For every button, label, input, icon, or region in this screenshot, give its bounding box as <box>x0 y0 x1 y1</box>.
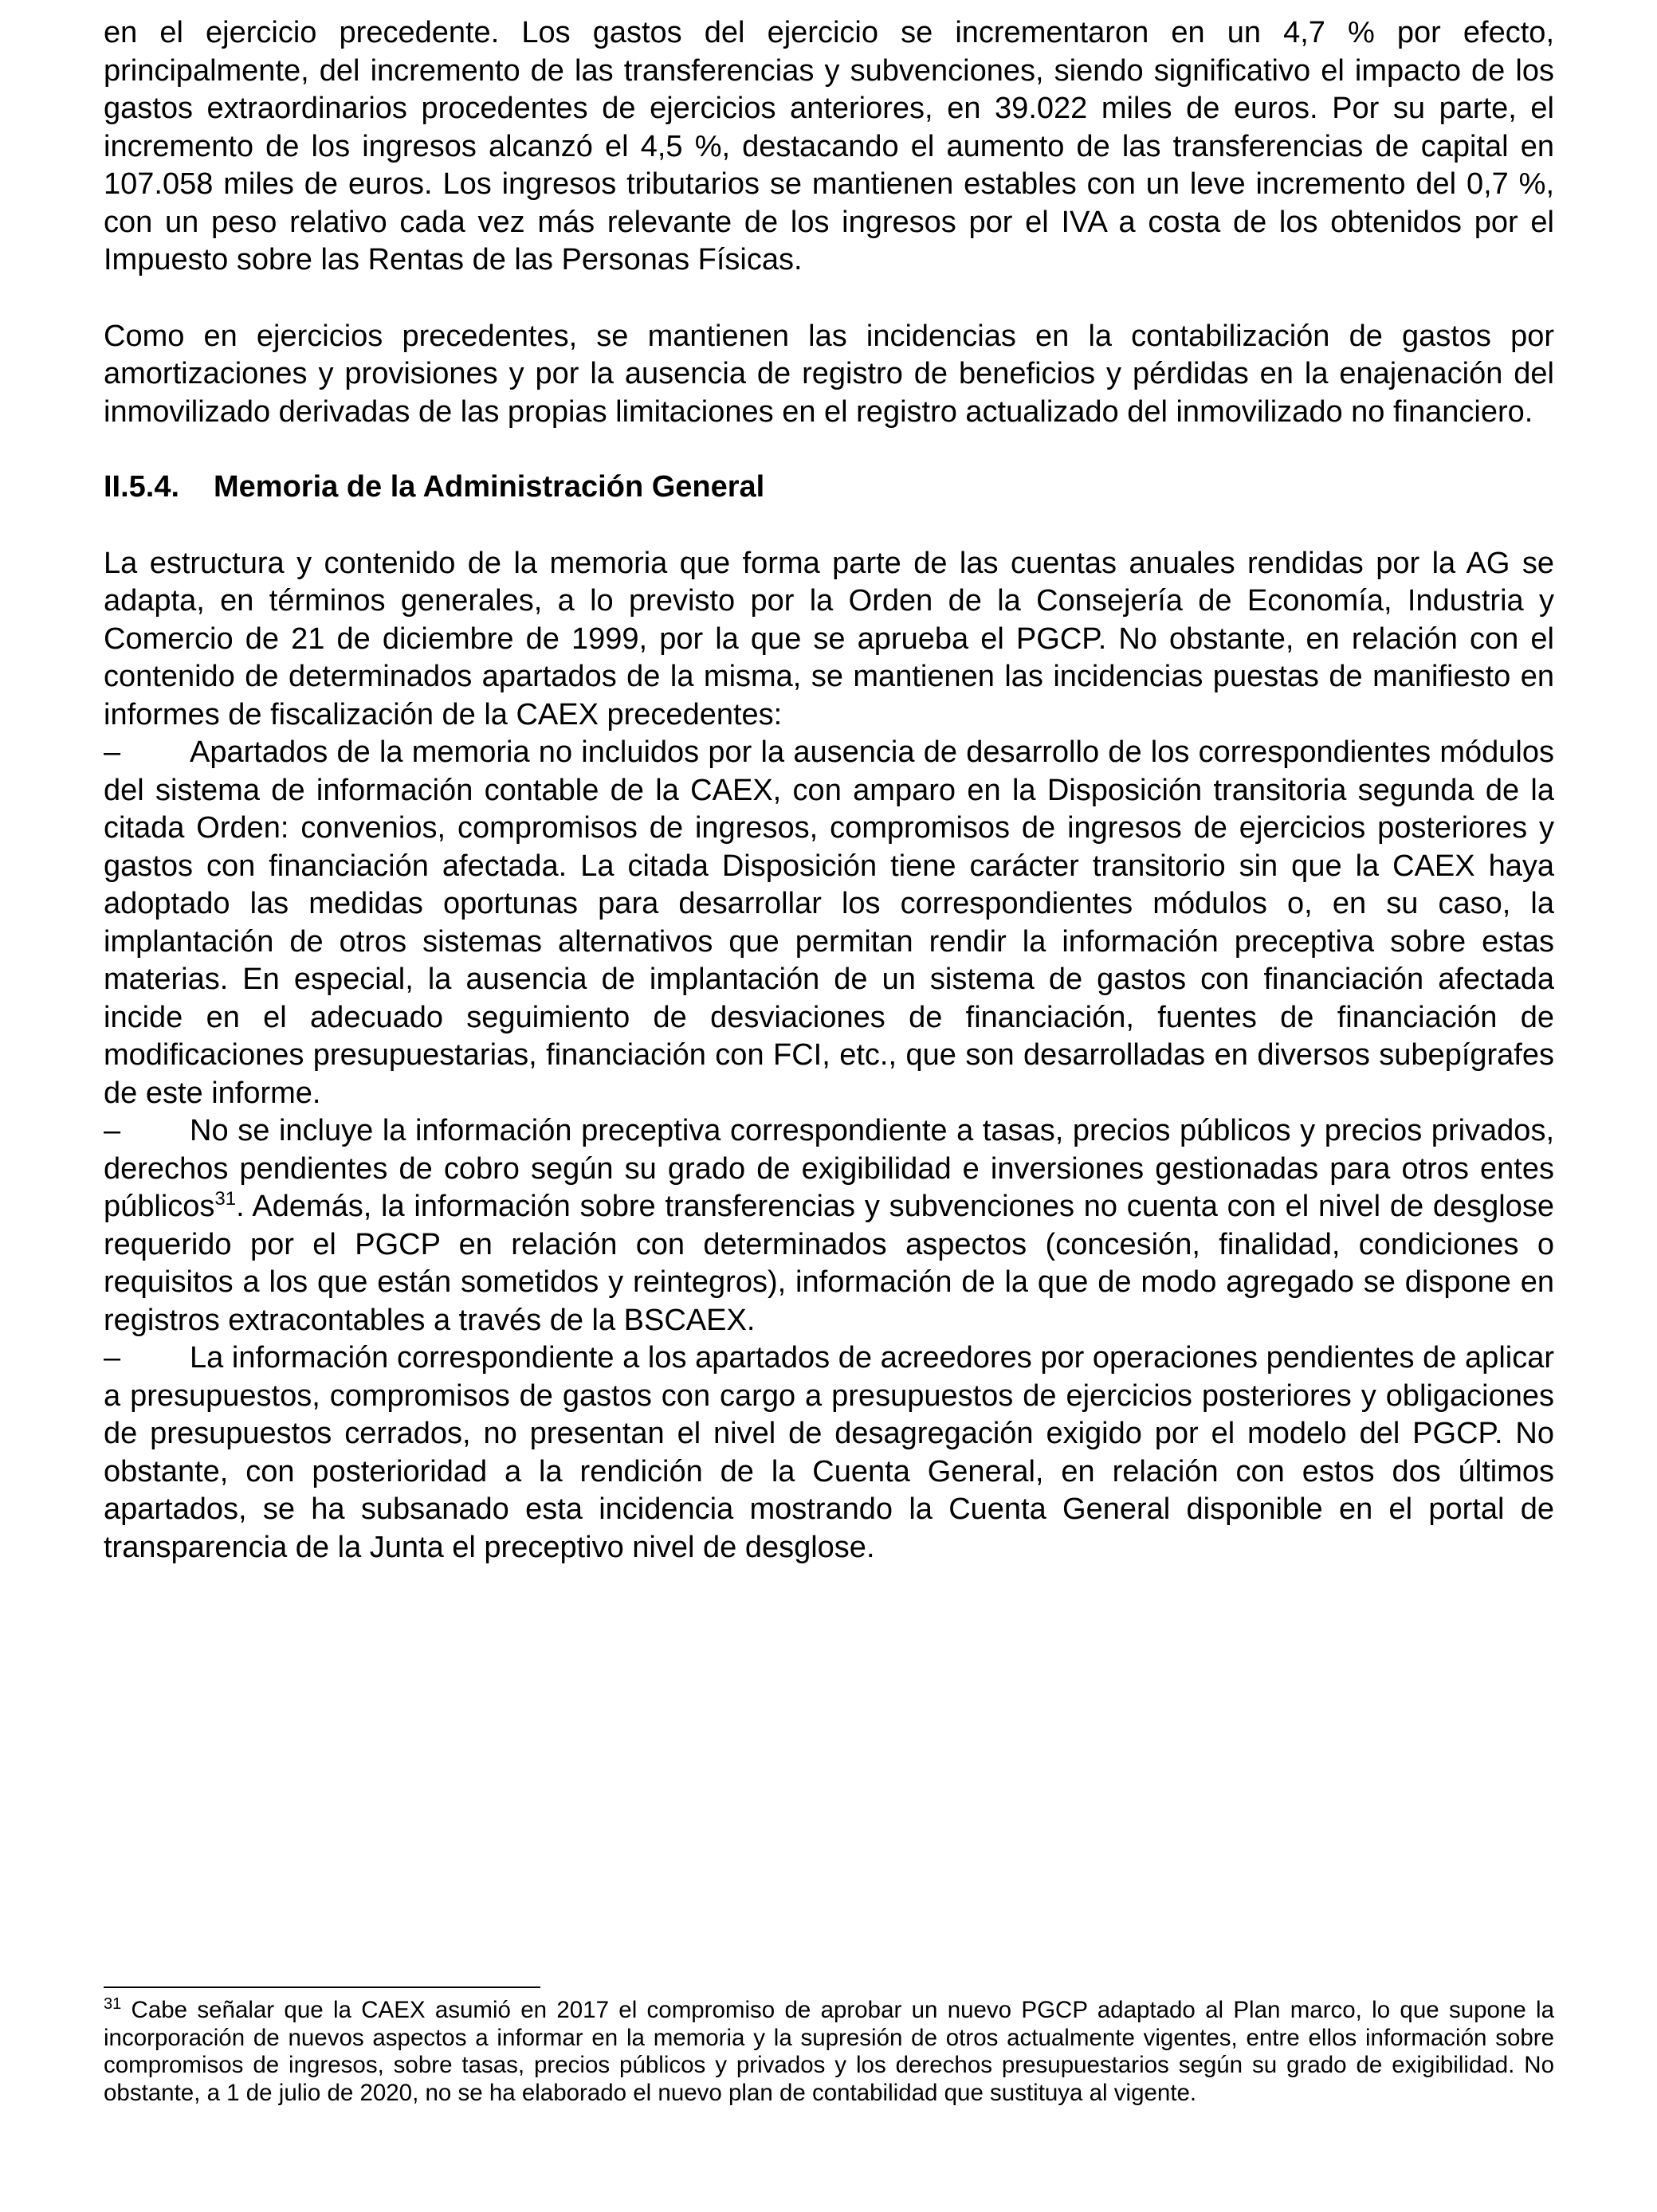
bullet-item-3-text: La información correspondiente a los apartados de acreedores por operaciones pendientes de aplicar a presupuestos, compromisos de gastos con cargo a presupuestos de ejercicios posteriores y obligaciones de presupuestos cerrados, no presentan el nivel de desagregación exigido por el modelo del PGCP. No obstante, con posterioridad a la rendición de la Cuenta General, en relación con estos dos últimos apartados, se ha subsanado esta incidencia mostrando la Cuenta General disponible en el portal de transparencia de la Junta el preceptivo nivel de desglose. <box>104 1341 1554 1564</box>
bullet-item-1 <box>104 734 1554 1112</box>
section-heading <box>104 469 1554 507</box>
section-intro-paragraph: La estructura y contenido de la memoria que forma parte de las cuentas anuales rendidas por la AG se adapta, en términos generales, a lo previsto por la Orden de la Consejería de Economía, Industria y Comercio de 21 de diciembre de 1999, por la que se aprueba el PGCP. No obstante, en relación con el contenido de determinados apartados de la misma, se mantienen las incidencias puestas de manifiesto en informes de fiscalización de la CAEX precedentes: <box>104 546 1554 731</box>
footnote-reference[interactable]: 31 <box>214 1188 237 1210</box>
paragraph-expenses-income: en el ejercicio precedente. Los gastos del ejercicio se incrementaron en un 4,7 % por efecto, principalmente, del incremento de las transferencias y subvenciones, siendo significativo el impacto de los gastos extraordinarios procedentes de ejercicios anteriores, en 39.022 miles de euros. Por su parte, el incremento de los ingresos alcanzó el 4,5 %, destacando el aumento de las transferencias de capital en 107.058 miles de euros. Los ingresos tributarios se mantienen estables con un leve incremento del 0,7 %, con un peso relativo cada vez más relevante de los ingresos por el IVA a costa de los obtenidos por el Impuesto sobre las Rentas de las Personas Físicas. <box>104 16 1554 276</box>
dash-bullet-marker: – <box>104 735 121 769</box>
footnote-number: 31 <box>104 1995 122 2013</box>
dash-bullet-marker: – <box>104 1341 121 1375</box>
bullet-item-1-text: Apartados de la memoria no incluidos por la ausencia de desarrollo de los correspondientes módulos del sistema de información contable de la CAEX, con amparo en la Disposición transitoria segunda de la citada Orden: convenios, compromisos de ingresos, compromisos de ingresos de ejercicios posteriores y gastos con financiación afectada. La citada Disposición tiene carácter transitorio sin que la CAEX haya adoptado las medidas oportunas para desarrollar los correspondientes módulos o, en su caso, la implantación de otros sistemas alternativos que permitan rendir la información preceptiva sobre estas materias. En especial, la ausencia de implantación de un sistema de gastos con financiación afectada incide en el adecuado seguimiento de desviaciones de financiación, fuentes de financiación de modificaciones presupuestarias, financiación con FCI, etc., que son desarrolladas en diversos subepígrafes de este informe. <box>104 735 1554 1110</box>
section-title: Memoria de la Administración General <box>214 470 765 504</box>
dash-bullet-marker: – <box>104 1114 121 1147</box>
document-page <box>104 14 1554 1567</box>
bullet-item-2 <box>104 1112 1554 1339</box>
paragraph-amortization-incidents: Como en ejercicios precedentes, se mantienen las incidencias en la contabilización de gastos por amortizaciones y provisiones y por la ausencia de registro de beneficios y pérdidas en la enajenación del inmovilizado derivadas de las propias limitaciones en el registro actualizado del inmovilizado no financiero. <box>104 319 1554 429</box>
footnote-text: Cabe señalar que la CAEX asumió en 2017 el compromiso de aprobar un nuevo PGCP adaptado al Plan marco, lo que supone la incorporación de nuevos aspectos a informar en la memoria y la supresión de otros actualmente vigentes, entre ellos información sobre compromisos de ingresos, sobre tasas, precios públicos y privados y los derechos presupuestarios según su grado de exigibilidad. No obstante, a 1 de julio de 2020, no se ha elaborado el nuevo plan de contabilidad que sustituya al vigente. <box>104 1997 1554 2106</box>
bullet-item-2-text-before: No se incluye la información preceptiva correspondiente a tasas, precios públicos y precios privados, derechos pendientes de cobro según su grado de exigibilidad e inversiones gestionadas para otros entes públicos <box>104 1114 1554 1223</box>
section-number: II.5.4. <box>104 470 180 504</box>
footnote <box>104 1997 1554 2107</box>
footnote-separator <box>104 1986 540 1988</box>
bullet-item-2-text-after: . Además, la información sobre transferencias y subvenciones no cuenta con el nivel de desglose requerido por el PGCP en relación con determinados aspectos (concesión, finalidad, condiciones o requisitos a los que están sometidos y reintegros), información de la que de modo agregado se dispone en registros extracontables a través de la BSCAEX. <box>104 1190 1554 1337</box>
bullet-item-3 <box>104 1339 1554 1567</box>
